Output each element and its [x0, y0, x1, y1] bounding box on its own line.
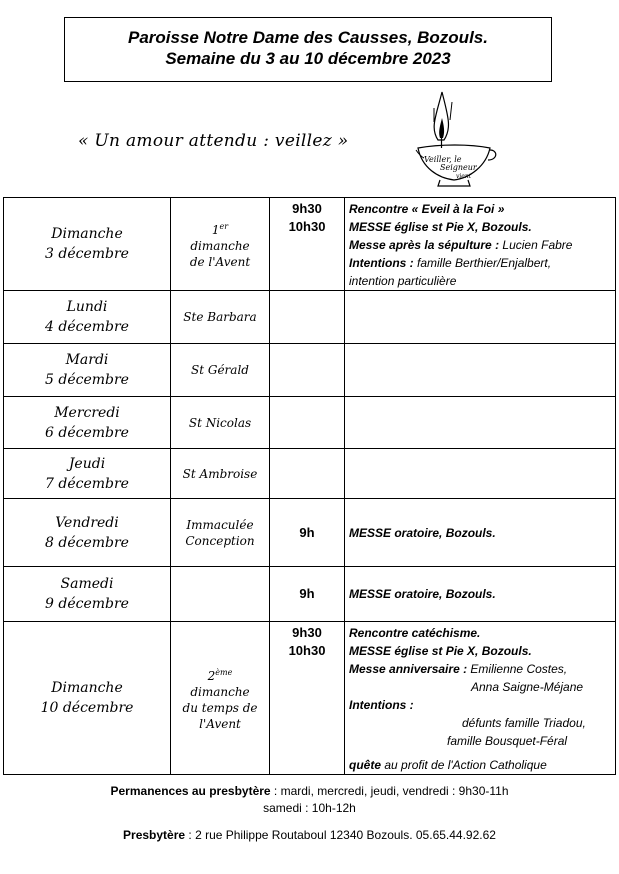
- time-cell: 9h30 10h30: [270, 198, 345, 291]
- table-row: [4, 198, 616, 291]
- office-hours-saturday: samedi : 10h-12h: [263, 801, 356, 815]
- logo-text-mid: Seigneur: [440, 163, 477, 172]
- day-date: 3 décembre: [45, 246, 129, 262]
- parish-title: Paroisse Notre Dame des Causses, Bozouls.: [128, 28, 488, 47]
- schedule-table: [3, 197, 616, 775]
- office-hours: Permanences au presbytère : mardi, mercredi, jeudi, vendredi : 9h30-11h: [110, 784, 509, 798]
- table-row: Vendredi 8 décembre Immaculée Conception 9h MESSE oratoire, Bozouls.: [4, 499, 616, 567]
- day-cell: [4, 198, 171, 291]
- table-row: Jeudi 7 décembre St Ambroise: [4, 449, 616, 499]
- logo-text-bot: vient: [456, 173, 472, 180]
- table-row: Samedi 9 décembre 9h MESSE oratoire, Bozouls.: [4, 567, 616, 622]
- info-cell: Rencontre « Eveil à la Foi » MESSE église st Pie X, Bozouls. Messe après la sépulture : Lucien Fabre Intentions : famille Berthier/Enjalbert, intention particulière: [345, 198, 616, 291]
- table-row: Mercredi 6 décembre St Nicolas: [4, 397, 616, 449]
- table-row: Lundi 4 décembre Ste Barbara: [4, 291, 616, 344]
- logo-text-top: Veiller, le: [424, 155, 462, 164]
- table-row: Dimanche 10 décembre 2ème dimanche du temps de l'Avent 9h30 10h30 Rencontre catéchisme. MESSE église st Pie X, Bozouls. Messe anniversaire : Emilienne Costes, Anna Saigne-Méjane Intentions : défunts famille Triadou, famille Bousquet-Féral quête au profit de l'Action Catholique: [4, 622, 616, 775]
- presbytery-address: Presbytère : 2 rue Philippe Routaboul 12340 Bozouls. 05.65.44.92.62: [123, 828, 496, 842]
- day-name: Dimanche: [51, 226, 123, 242]
- table-row: Mardi 5 décembre St Gérald: [4, 344, 616, 397]
- liturgy-cell: 1er dimanche de l'Avent: [171, 198, 270, 291]
- motto: « Un amour attendu : veillez »: [78, 131, 349, 151]
- week-title: Semaine du 3 au 10 décembre 2023: [165, 49, 451, 68]
- header-box: [64, 17, 552, 82]
- oil-lamp-logo: [410, 88, 500, 193]
